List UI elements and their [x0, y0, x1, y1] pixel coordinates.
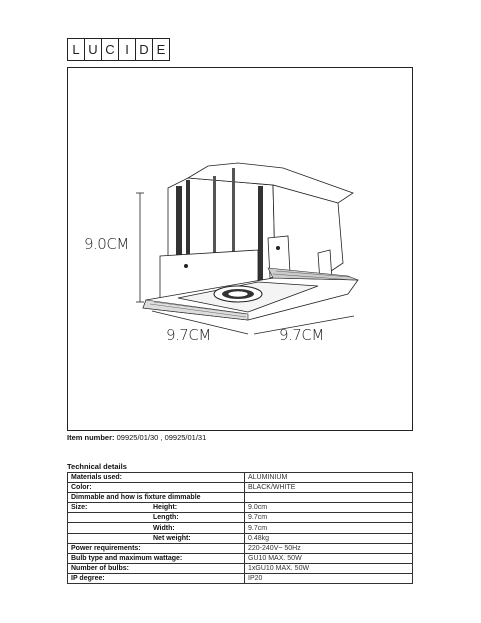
table-row	[68, 483, 413, 493]
table-row	[68, 513, 413, 523]
spec-label: Materials used:	[68, 473, 245, 483]
spec-label: Bulb type and maximum wattage:	[68, 553, 245, 563]
logo-letter: I	[119, 39, 136, 60]
height-dimension-label: 9.0CM	[84, 235, 129, 253]
logo-letter: L	[68, 39, 85, 60]
technical-details-title: Technical details	[67, 462, 127, 471]
table-row	[68, 533, 413, 543]
spec-value: 220-240V~ 50Hz	[245, 543, 413, 553]
spec-value	[245, 493, 413, 503]
spec-value: 0.48kg	[245, 533, 413, 543]
spec-value: GU10 MAX. 50W	[245, 553, 413, 563]
logo-letter: E	[156, 42, 166, 57]
table-row	[68, 563, 413, 573]
width-dimension-label-left: 9.7CM	[166, 326, 211, 344]
spec-label: Color:	[68, 483, 245, 493]
spec-value: BLACK/WHITE	[245, 483, 413, 493]
size-sub-label: Net weight:	[153, 534, 191, 542]
product-drawing-frame	[67, 67, 413, 431]
spec-label: IP degree:	[68, 573, 245, 583]
spec-label: Number of bulbs:	[68, 563, 245, 573]
spec-value: 9.7cm	[245, 523, 413, 533]
size-sub-label: Length:	[153, 514, 179, 522]
logo-letter: D	[136, 39, 153, 60]
size-label: Size:	[71, 504, 88, 512]
size-label	[71, 524, 153, 533]
spec-value: IP20	[245, 573, 413, 583]
table-row	[68, 473, 413, 483]
spec-label	[68, 523, 245, 533]
spec-label: Power requirements:	[68, 543, 245, 553]
table-row	[68, 523, 413, 533]
size-sub-label: Width:	[153, 524, 175, 532]
spec-value: 9.7cm	[245, 513, 413, 523]
item-number-label: Item number:	[67, 433, 115, 442]
size-sub-label: Height:	[153, 504, 178, 512]
lucide-logo	[67, 38, 170, 61]
spec-value: ALUMINIUM	[245, 473, 413, 483]
table-row	[68, 543, 413, 553]
size-label	[71, 513, 153, 522]
spec-value: 1xGU10 MAX. 50W	[245, 563, 413, 573]
item-number	[67, 433, 206, 442]
table-row	[68, 553, 413, 563]
technical-details-table	[67, 472, 413, 584]
table-row	[68, 573, 413, 583]
table-row	[68, 493, 413, 503]
spec-label	[68, 513, 245, 523]
logo-letter: U	[85, 39, 102, 60]
spec-label	[68, 533, 245, 543]
size-label	[71, 534, 153, 543]
spec-value: 9.0cm	[245, 503, 413, 513]
item-number-value: 09925/01/30 , 09925/01/31	[116, 433, 207, 442]
table-row	[68, 503, 413, 513]
width-dimension-label-right: 9.7CM	[279, 326, 324, 344]
logo-letter: C	[102, 39, 119, 60]
spec-label: Dimmable and how is fixture dimmable	[68, 493, 245, 503]
spec-label	[68, 503, 245, 513]
